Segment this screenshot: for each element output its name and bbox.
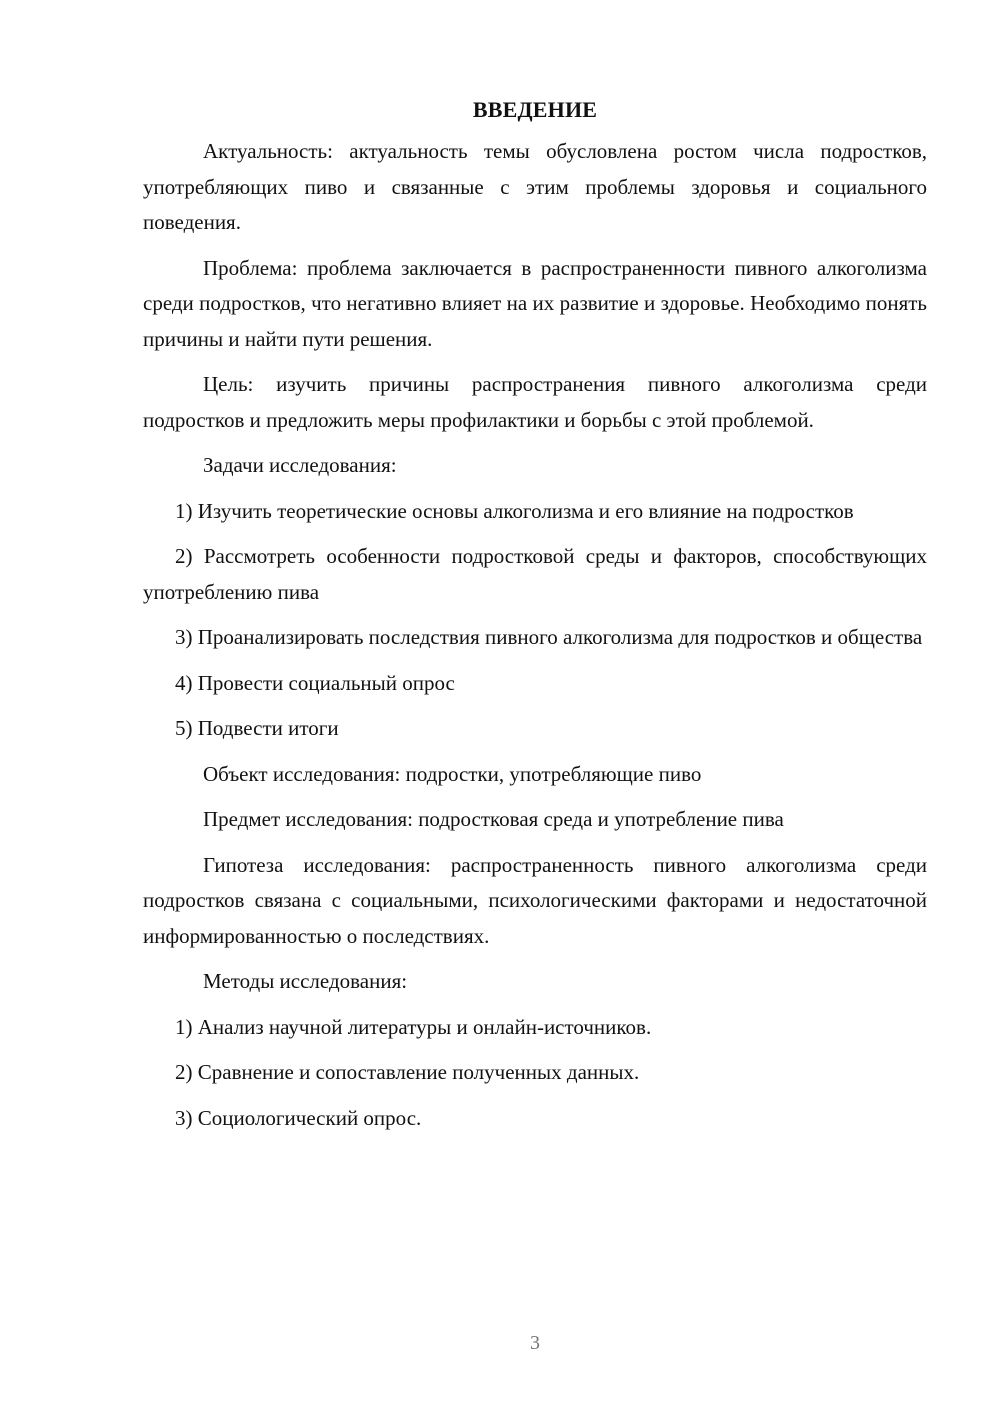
task-item-5: 5) Подвести итоги bbox=[175, 716, 339, 740]
tasks-heading: Задачи исследования: bbox=[203, 453, 397, 477]
task-item-2: 2) Рассмотреть особенности подростковой среды и факторов, способствующих употреблению пива bbox=[143, 544, 927, 604]
method-item-3: 3) Социологический опрос. bbox=[175, 1105, 422, 1130]
methods-heading: Методы исследования: bbox=[203, 969, 408, 993]
task-item-4: 4) Провести социальный опрос bbox=[175, 670, 455, 695]
page-number: 3 bbox=[530, 1332, 540, 1354]
problem-paragraph: Проблема: проблема заключается в распространенности пивного алкоголизма среди подростков, что негативно влияет на их развитие и здоровье. Необходимо понять причины и найти пути решения. bbox=[143, 255, 927, 351]
page-content bbox=[143, 92, 927, 1146]
method-item-2: 2) Сравнение и сопоставление полученных данных. bbox=[175, 1060, 640, 1084]
section-title: ВВЕДЕНИЕ bbox=[472, 97, 598, 122]
hypothesis-paragraph: Гипотеза исследования: распространенность пивного алкоголизма среди подростков связана с социальными, психологическими факторами и недостаточной информированностью о последствиях. bbox=[143, 852, 927, 948]
relevance-paragraph: Актуальность: актуальность темы обусловлена ростом числа подростков, употребляющих пиво и связанные с этим проблемы здоровья и социального поведения. bbox=[143, 139, 927, 234]
subject-paragraph: Предмет исследования: подростковая среда и употребление пива bbox=[203, 807, 784, 831]
goal-paragraph: Цель: изучить причины распространения пивного алкоголизма среди подростков и предложить меры профилактики и борьбы с этой проблемой. bbox=[143, 372, 927, 432]
method-item-1: 1) Анализ научной литературы и онлайн-источников. bbox=[175, 1014, 652, 1039]
task-item-3: 3) Проанализировать последствия пивного алкоголизма для подростков и общества bbox=[175, 625, 923, 649]
object-paragraph: Объект исследования: подростки, употребляющие пиво bbox=[203, 761, 702, 786]
task-item-1: 1) Изучить теоретические основы алкоголизма и его влияние на подростков bbox=[175, 498, 854, 523]
